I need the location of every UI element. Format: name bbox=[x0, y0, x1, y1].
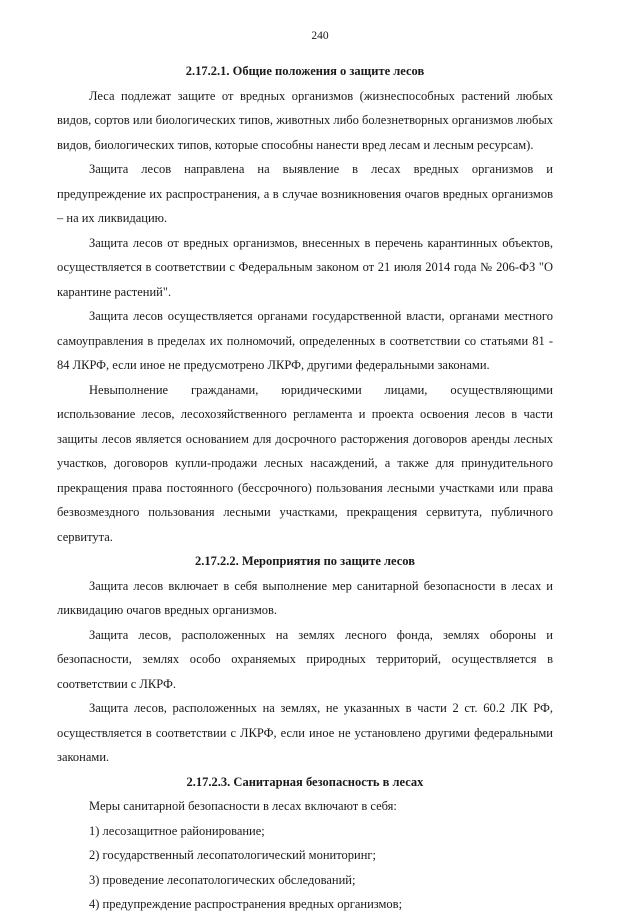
paragraph: Защита лесов включает в себя выполнение мер санитарной безопасности в лесах и ликвидацию очагов вредных организмов. bbox=[57, 578, 553, 617]
paragraph: Леса подлежат защите от вредных организмов (жизнеспособных растений любых видов, сортов или биологических типов, животных либо болезнетворных организмов любых видов, биологических типов, которые способны нанести вред лесам и лесным ресурсам). bbox=[57, 88, 553, 152]
list-item: 3) проведение лесопатологических обследований; bbox=[89, 872, 356, 887]
list-item: 2) государственный лесопатологический мониторинг; bbox=[89, 848, 376, 862]
section-heading: 2.17.2.1. Общие положения о защите лесов bbox=[185, 64, 425, 78]
paragraph: Защита лесов, расположенных на землях, не указанных в части 2 ст. 60.2 ЛК РФ, осуществляется в соответствии с ЛКРФ, если иное не установлено другими федеральными законами. bbox=[57, 701, 553, 764]
section-heading: 2.17.2.2. Мероприятия по защите лесов bbox=[195, 554, 415, 568]
list-item: 1) лесозащитное районирование; bbox=[89, 823, 265, 838]
paragraph: Защита лесов, расположенных на землях лесного фонда, землях обороны и безопасности, землях особо охраняемых природных территорий, осуществляется в соответствии с ЛКРФ. bbox=[57, 627, 553, 691]
section-heading: 2.17.2.3. Санитарная безопасность в лесах bbox=[186, 774, 424, 789]
page-content bbox=[57, 59, 553, 917]
paragraph: Защита лесов от вредных организмов, внесенных в перечень карантинных объектов, осуществляется в соответствии с Федеральным законом от 21 июля 2014 года № 206-ФЗ "О карантине растений". bbox=[57, 235, 553, 299]
paragraph: Защита лесов направлена на выявление в лесах вредных организмов и предупреждение их распространения, а в случае возникновения очагов вредных организмов – на их ликвидацию. bbox=[57, 162, 553, 225]
paragraph: Защита лесов осуществляется органами государственной власти, органами местного самоуправления в пределах их полномочий, определенных в соответствии со статьями 81 - 84 ЛКРФ, если иное не предусмотрено ЛКРФ, другими федеральными законами. bbox=[57, 309, 553, 372]
page-number: 240 bbox=[311, 30, 329, 42]
paragraph: Меры санитарной безопасности в лесах включают в себя: bbox=[89, 799, 397, 813]
paragraph: Невыполнение гражданами, юридическими лицами, осуществляющими использование лесов, лесохозяйственного регламента и проекта освоения лесов в части защиты лесов является основанием для досрочного расторжения договоров аренды лесных участков, договоров купли-продажи лесных насаждений, а также для принудительного прекращения права постоянного (бессрочного) пользования лесными участками или права безвозмездного пользования лесными участками, прекращения сервитута, публичного сервитута. bbox=[57, 382, 553, 544]
list-item: 4) предупреждение распространения вредных организмов; bbox=[89, 897, 403, 911]
